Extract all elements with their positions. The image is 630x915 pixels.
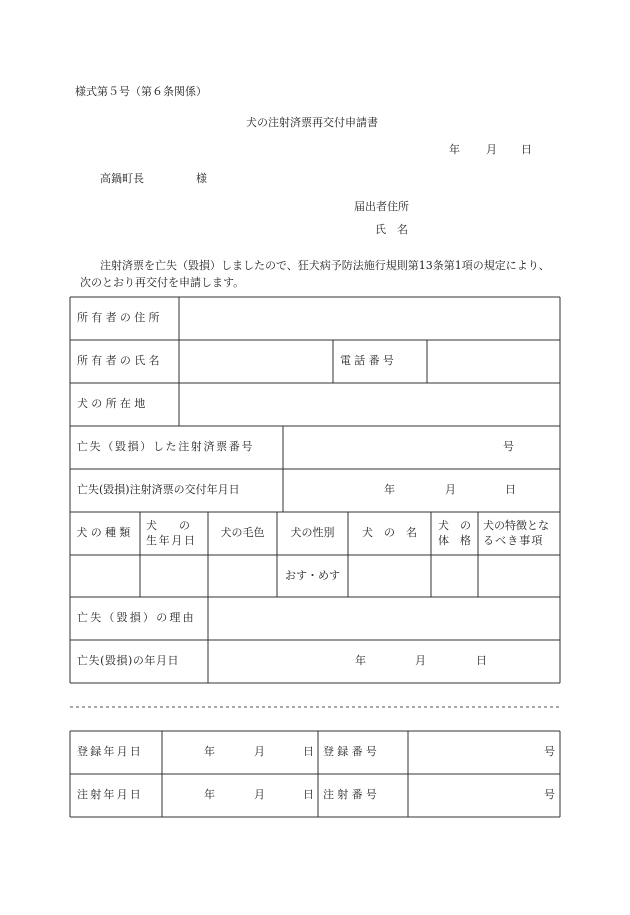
addressee: 高鍋町長 xyxy=(100,172,144,185)
submission-year-label: 年 xyxy=(449,143,460,156)
injection-month-field[interactable] xyxy=(220,775,250,816)
birthdate-field[interactable] xyxy=(141,556,207,596)
submission-day-label: 日 xyxy=(521,143,532,156)
birthdate-header-line-1: 犬 の xyxy=(146,519,190,533)
lost-day-label: 日 xyxy=(476,654,487,668)
applicant-address-label: 届出者住所 xyxy=(354,200,409,213)
injection-number-unit: 号 xyxy=(544,788,555,802)
features-field[interactable] xyxy=(479,556,559,596)
lost-year-field[interactable] xyxy=(215,641,350,682)
registration-year-field[interactable] xyxy=(165,732,200,773)
dog-location-field[interactable] xyxy=(180,384,559,425)
lost-tag-number-label: 亡失（毀損）した注射済票番号 xyxy=(77,440,255,454)
coat-color-header: 犬の毛色 xyxy=(220,526,265,540)
submission-year-field[interactable] xyxy=(405,140,445,158)
applicant-name-label: 氏 名 xyxy=(375,223,408,236)
birthdate-header xyxy=(146,512,206,555)
applicant-name-field[interactable] xyxy=(420,220,560,238)
submission-month-field[interactable] xyxy=(462,140,484,158)
issue-month-field[interactable] xyxy=(400,470,440,511)
tag-number-unit: 号 xyxy=(503,440,514,454)
lost-reason-field[interactable] xyxy=(209,598,559,639)
injection-number-label: 注射番号 xyxy=(323,788,381,802)
phone-label: 電話番号 xyxy=(340,354,398,368)
injection-year-label: 年 xyxy=(204,788,215,802)
registration-number-field[interactable] xyxy=(409,732,539,773)
sex-header: 犬の性別 xyxy=(290,526,335,540)
birthdate-header-line-2: 生年月日 xyxy=(146,533,197,547)
features-header xyxy=(483,512,560,555)
owner-name-field[interactable] xyxy=(180,341,332,382)
submission-month-label: 月 xyxy=(486,143,497,156)
registration-month-label: 月 xyxy=(254,745,265,759)
lost-date-label: 亡失(毀損)の年月日 xyxy=(77,654,180,668)
registration-day-field[interactable] xyxy=(270,732,300,773)
injection-date-label: 注射年月日 xyxy=(77,788,143,802)
registration-date-label: 登録年月日 xyxy=(77,745,143,759)
addressee-honorific: 様 xyxy=(196,172,207,185)
registration-number-label: 登録番号 xyxy=(323,745,381,759)
applicant-address-field[interactable] xyxy=(420,197,560,215)
lost-month-field[interactable] xyxy=(370,641,410,682)
lost-year-label: 年 xyxy=(355,654,366,668)
document-title: 犬の注射済票再交付申請書 xyxy=(246,116,378,129)
registration-day-label: 日 xyxy=(303,745,314,759)
injection-month-label: 月 xyxy=(254,788,265,802)
issue-day-label: 日 xyxy=(505,483,516,497)
owner-address-label: 所有者の住所 xyxy=(77,311,163,325)
size-header xyxy=(431,512,478,555)
injection-day-label: 日 xyxy=(303,788,314,802)
issue-month-label: 月 xyxy=(445,483,456,497)
owner-name-label: 所有者の氏名 xyxy=(77,354,163,368)
issue-year-label: 年 xyxy=(384,483,395,497)
form-number: 様式第５号（第６条関係） xyxy=(75,85,207,98)
features-header-line-2: るべき事項 xyxy=(483,533,544,547)
dog-name-header: 犬 の 名 xyxy=(362,526,417,540)
lost-month-label: 月 xyxy=(415,654,426,668)
breed-header: 犬の種類 xyxy=(76,526,134,540)
issue-day-field[interactable] xyxy=(460,470,502,511)
size-header-line-1: 犬 の xyxy=(438,519,471,533)
body-text-line-2: 次のとおり再交付を申請します。 xyxy=(80,276,245,289)
issue-year-field[interactable] xyxy=(290,470,380,511)
registration-month-field[interactable] xyxy=(220,732,250,773)
registration-number-unit: 号 xyxy=(544,745,555,759)
body-text-line-1: 注射済票を亡失（毀損）しましたので、狂犬病予防法施行規則第13条第1項の規定により、 xyxy=(100,259,550,272)
submission-day-field[interactable] xyxy=(499,140,519,158)
injection-year-field[interactable] xyxy=(165,775,200,816)
dog-location-label: 犬の所在地 xyxy=(77,397,149,411)
phone-field[interactable] xyxy=(428,341,559,382)
lost-tag-issue-date-label: 亡失(毀損)注射済票の交付年月日 xyxy=(77,483,240,497)
features-header-line-1: 犬の特徴とな xyxy=(483,519,549,533)
lost-day-field[interactable] xyxy=(430,641,472,682)
lost-reason-label: 亡失（毀損）の理由 xyxy=(77,611,196,625)
injection-number-field[interactable] xyxy=(409,775,539,816)
injection-day-field[interactable] xyxy=(270,775,300,816)
size-field[interactable] xyxy=(432,556,477,596)
registration-year-label: 年 xyxy=(204,745,215,759)
breed-field[interactable] xyxy=(71,556,139,596)
owner-address-field[interactable] xyxy=(180,298,559,339)
size-header-line-2: 体 格 xyxy=(438,533,471,547)
lost-tag-number-field[interactable] xyxy=(284,427,494,468)
coat-color-field[interactable] xyxy=(209,556,276,596)
dog-name-field[interactable] xyxy=(349,556,430,596)
sex-options[interactable]: おす・めす xyxy=(285,568,340,582)
